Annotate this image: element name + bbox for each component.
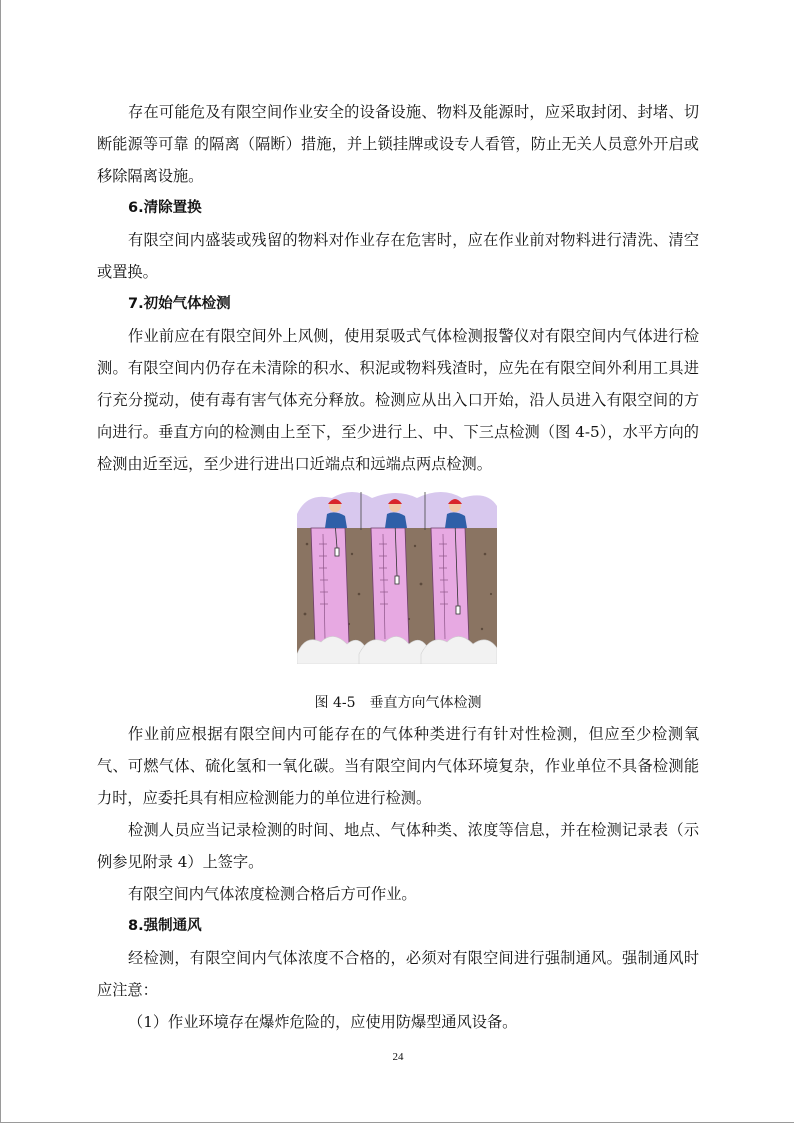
paragraph-qualified: 有限空间内气体浓度检测合格后方可作业。 (128, 885, 417, 903)
heading-forced-ventilation: 8.强制通风 (128, 918, 202, 934)
page-number: 24 (392, 1051, 404, 1063)
heading-initial-gas-detection: 7.初始气体检测 (128, 296, 231, 312)
paragraph-gas-detection: 作业前应在有限空间外上风侧，使用泵吸式气体检测报警仪对有限空间内气体进行检测。有限空间内仍存在未清除的积水、积泥或物料残渣时，应先在有限空间外利用工具进行充分搅动，使有毒有害气体充分释放。检测应从出入口开始，沿人员进入有限空间的方向进行。垂直方向的检测由上至下，至少进行上、中、下三点检测（图 4-5），水平方向的检测由近至远，至少进行进出口近端点和远端点两点检测。 (97, 327, 699, 473)
figure-vertical-gas-detection (97, 484, 699, 704)
paragraph-isolation: 存在可能危及有限空间作业安全的设备设施、物料及能源时，应采取封闭、封堵、切断能源等可靠 的隔离（隔断）措施，并上锁挂牌或设专人看管，防止无关人员意外开启或移除隔离设施。 (97, 103, 699, 185)
illustration-three-shafts (297, 484, 497, 664)
heading-purge-replace: 6.清除置换 (128, 200, 202, 216)
paragraph-recording: 检测人员应当记录检测的时间、地点、气体种类、浓度等信息，并在检测记录表（示例参见附录 4）上签字。 (97, 821, 699, 871)
figure-caption: 图 4-5 垂直方向气体检测 (314, 695, 482, 711)
paragraph-ventilation-item-1: （1）作业环境存在爆炸危险的，应使用防爆型通风设备。 (128, 1013, 518, 1031)
paragraph-purge: 有限空间内盛装或残留的物料对作业存在危害时，应在作业前对物料进行清洗、清空或置换。 (97, 231, 699, 281)
page-content (97, 96, 699, 1038)
paragraph-gas-types: 作业前应根据有限空间内可能存在的气体种类进行有针对性检测，但应至少检测氧气、可燃气体、硫化氢和一氧化碳。当有限空间内气体环境复杂，作业单位不具备检测能力时，应委托具有相应检测能力的单位进行检测。 (97, 725, 699, 807)
paragraph-ventilation: 经检测，有限空间内气体浓度不合格的，必须对有限空间进行强制通风。强制通风时应注意： (97, 949, 699, 999)
